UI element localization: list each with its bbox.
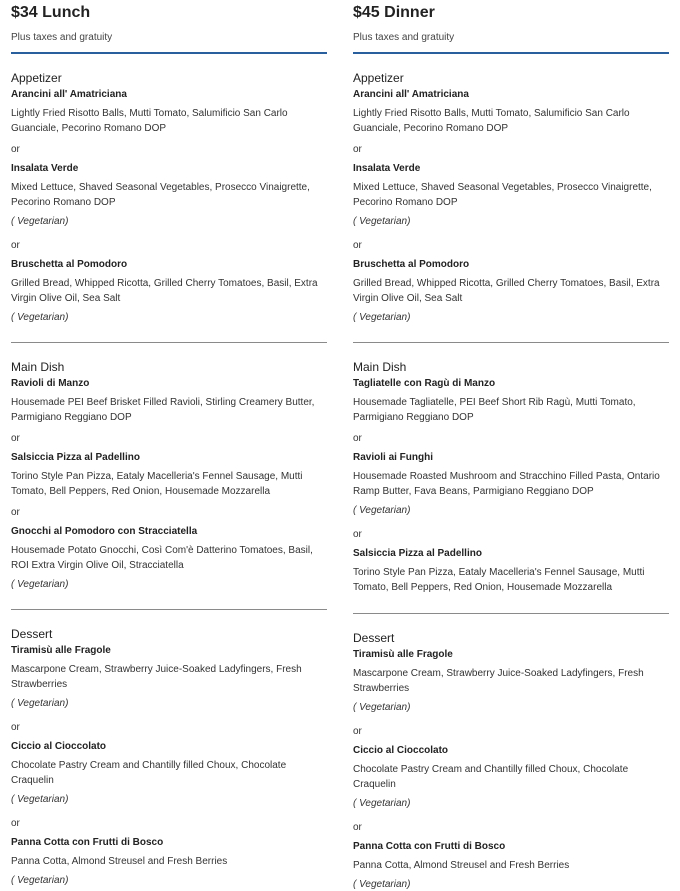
dish-name: Panna Cotta con Frutti di Bosco — [353, 841, 506, 852]
dish-tag: ( Vegetarian) — [11, 579, 69, 590]
menu-title: $34 Lunch — [11, 4, 91, 21]
or-separator: or — [11, 507, 20, 518]
menu-section — [11, 54, 327, 343]
dish-description: Grilled Bread, Whipped Ricotta, Grilled Cherry Tomatoes, Basil, Extra Virgin Olive Oil, Sea Salt — [11, 278, 318, 304]
dish-tag: ( Vegetarian) — [353, 798, 411, 809]
or-separator: or — [11, 818, 20, 829]
dish-description: Mixed Lettuce, Shaved Seasonal Vegetables, Prosecco Vinaigrette, Pecorino Romano DOP — [11, 182, 310, 208]
dish-description: Mixed Lettuce, Shaved Seasonal Vegetables, Prosecco Vinaigrette, Pecorino Romano DOP — [353, 182, 652, 208]
dish-name: Ciccio al Cioccolato — [353, 745, 449, 756]
dish-description: Grilled Bread, Whipped Ricotta, Grilled Cherry Tomatoes, Basil, Extra Virgin Olive Oil, Sea Salt — [353, 278, 660, 304]
dish-tag: ( Vegetarian) — [11, 216, 69, 227]
or-separator: or — [11, 722, 20, 733]
section-title: Dessert — [353, 631, 395, 645]
dish-name: Bruschetta al Pomodoro — [353, 259, 470, 270]
dish-name: Gnocchi al Pomodoro con Stracciatella — [11, 526, 198, 537]
dish-tag: ( Vegetarian) — [353, 312, 411, 323]
dish-description: Housemade Roasted Mushroom and Stracchino Filled Pasta, Ontario Ramp Butter, Fava Beans, Parmigiano Reggiano DOP — [353, 471, 660, 497]
dish-tag: ( Vegetarian) — [11, 875, 69, 886]
lunch-menu — [11, 0, 327, 891]
section-title: Dessert — [11, 627, 53, 641]
dish-description: Mascarpone Cream, Strawberry Juice-Soaked Ladyfingers, Fresh Strawberries — [11, 664, 302, 690]
dish-tag: ( Vegetarian) — [11, 698, 69, 709]
dish-name: Insalata Verde — [11, 163, 79, 174]
dish-name: Tiramisù alle Fragole — [11, 645, 111, 656]
menu-subtitle: Plus taxes and gratuity — [11, 32, 113, 43]
or-separator: or — [353, 822, 362, 833]
menu-title: $45 Dinner — [353, 4, 435, 21]
or-separator: or — [353, 529, 362, 540]
dish-description: Chocolate Pastry Cream and Chantilly filled Choux, Chocolate Craquelin — [353, 764, 629, 790]
dish-tag: ( Vegetarian) — [353, 702, 411, 713]
dish-tag: ( Vegetarian) — [353, 216, 411, 227]
or-separator: or — [353, 144, 362, 155]
dish-name: Arancini all' Amatriciana — [11, 89, 127, 100]
or-separator: or — [11, 240, 20, 251]
dish-description: Chocolate Pastry Cream and Chantilly filled Choux, Chocolate Craquelin — [11, 760, 287, 786]
dish-description: Panna Cotta, Almond Streusel and Fresh Berries — [11, 856, 228, 867]
dish-description: Panna Cotta, Almond Streusel and Fresh Berries — [353, 860, 570, 871]
or-separator: or — [353, 240, 362, 251]
section-title: Main Dish — [11, 360, 65, 374]
dish-name: Tiramisù alle Fragole — [353, 649, 453, 660]
dish-description: Mascarpone Cream, Strawberry Juice-Soaked Ladyfingers, Fresh Strawberries — [353, 668, 644, 694]
menu-subtitle: Plus taxes and gratuity — [353, 32, 455, 43]
or-separator: or — [353, 726, 362, 737]
section-title: Main Dish — [353, 360, 407, 374]
dish-tag: ( Vegetarian) — [353, 505, 411, 516]
dish-name: Ciccio al Cioccolato — [11, 741, 107, 752]
dish-description: Housemade Potato Gnocchi, Così Com'è Datterino Tomatoes, Basil, ROI Extra Virgin Olive Oil, Stracciatella — [11, 545, 313, 571]
dish-description: Lightly Fried Risotto Balls, Mutti Tomato, Salumificio San Carlo Guanciale, Pecorino Romano DOP — [353, 108, 630, 134]
dish-name: Salsiccia Pizza al Padellino — [11, 452, 140, 463]
section-title: Appetizer — [11, 71, 62, 85]
dinner-menu — [353, 0, 669, 891]
dish-tag: ( Vegetarian) — [11, 794, 69, 805]
dish-name: Salsiccia Pizza al Padellino — [353, 548, 482, 559]
dish-description: Torino Style Pan Pizza, Eataly Macelleria's Fennel Sausage, Mutti Tomato, Bell Peppers, Red Onion, Housemade Mozzarella — [353, 567, 645, 593]
or-separator: or — [11, 433, 20, 444]
dish-name: Ravioli ai Funghi — [353, 452, 434, 463]
dish-description: Housemade PEI Beef Brisket Filled Ravioli, Stirling Creamery Butter, Parmigiano Reggiano DOP — [11, 397, 315, 423]
dish-name: Panna Cotta con Frutti di Bosco — [11, 837, 164, 848]
dish-name: Insalata Verde — [353, 163, 421, 174]
dish-description: Housemade Tagliatelle, PEI Beef Short Rib Ragù, Mutti Tomato, Parmigiano Reggiano DOP — [353, 397, 636, 423]
menu-section — [353, 614, 669, 891]
dish-tag: ( Vegetarian) — [353, 879, 411, 890]
dish-name: Tagliatelle con Ragù di Manzo — [353, 378, 496, 389]
dish-description: Lightly Fried Risotto Balls, Mutti Tomato, Salumificio San Carlo Guanciale, Pecorino Romano DOP — [11, 108, 288, 134]
dish-name: Arancini all' Amatriciana — [353, 89, 469, 100]
menu-section — [353, 54, 669, 343]
dish-name: Bruschetta al Pomodoro — [11, 259, 128, 270]
or-separator: or — [11, 144, 20, 155]
menu-section — [353, 343, 669, 614]
dish-name: Ravioli di Manzo — [11, 378, 90, 389]
menu-section — [11, 343, 327, 610]
section-title: Appetizer — [353, 71, 404, 85]
dish-description: Torino Style Pan Pizza, Eataly Macelleria's Fennel Sausage, Mutti Tomato, Bell Peppers, Red Onion, Housemade Mozzarella — [11, 471, 303, 497]
menu-section — [11, 610, 327, 887]
or-separator: or — [353, 433, 362, 444]
dish-tag: ( Vegetarian) — [11, 312, 69, 323]
